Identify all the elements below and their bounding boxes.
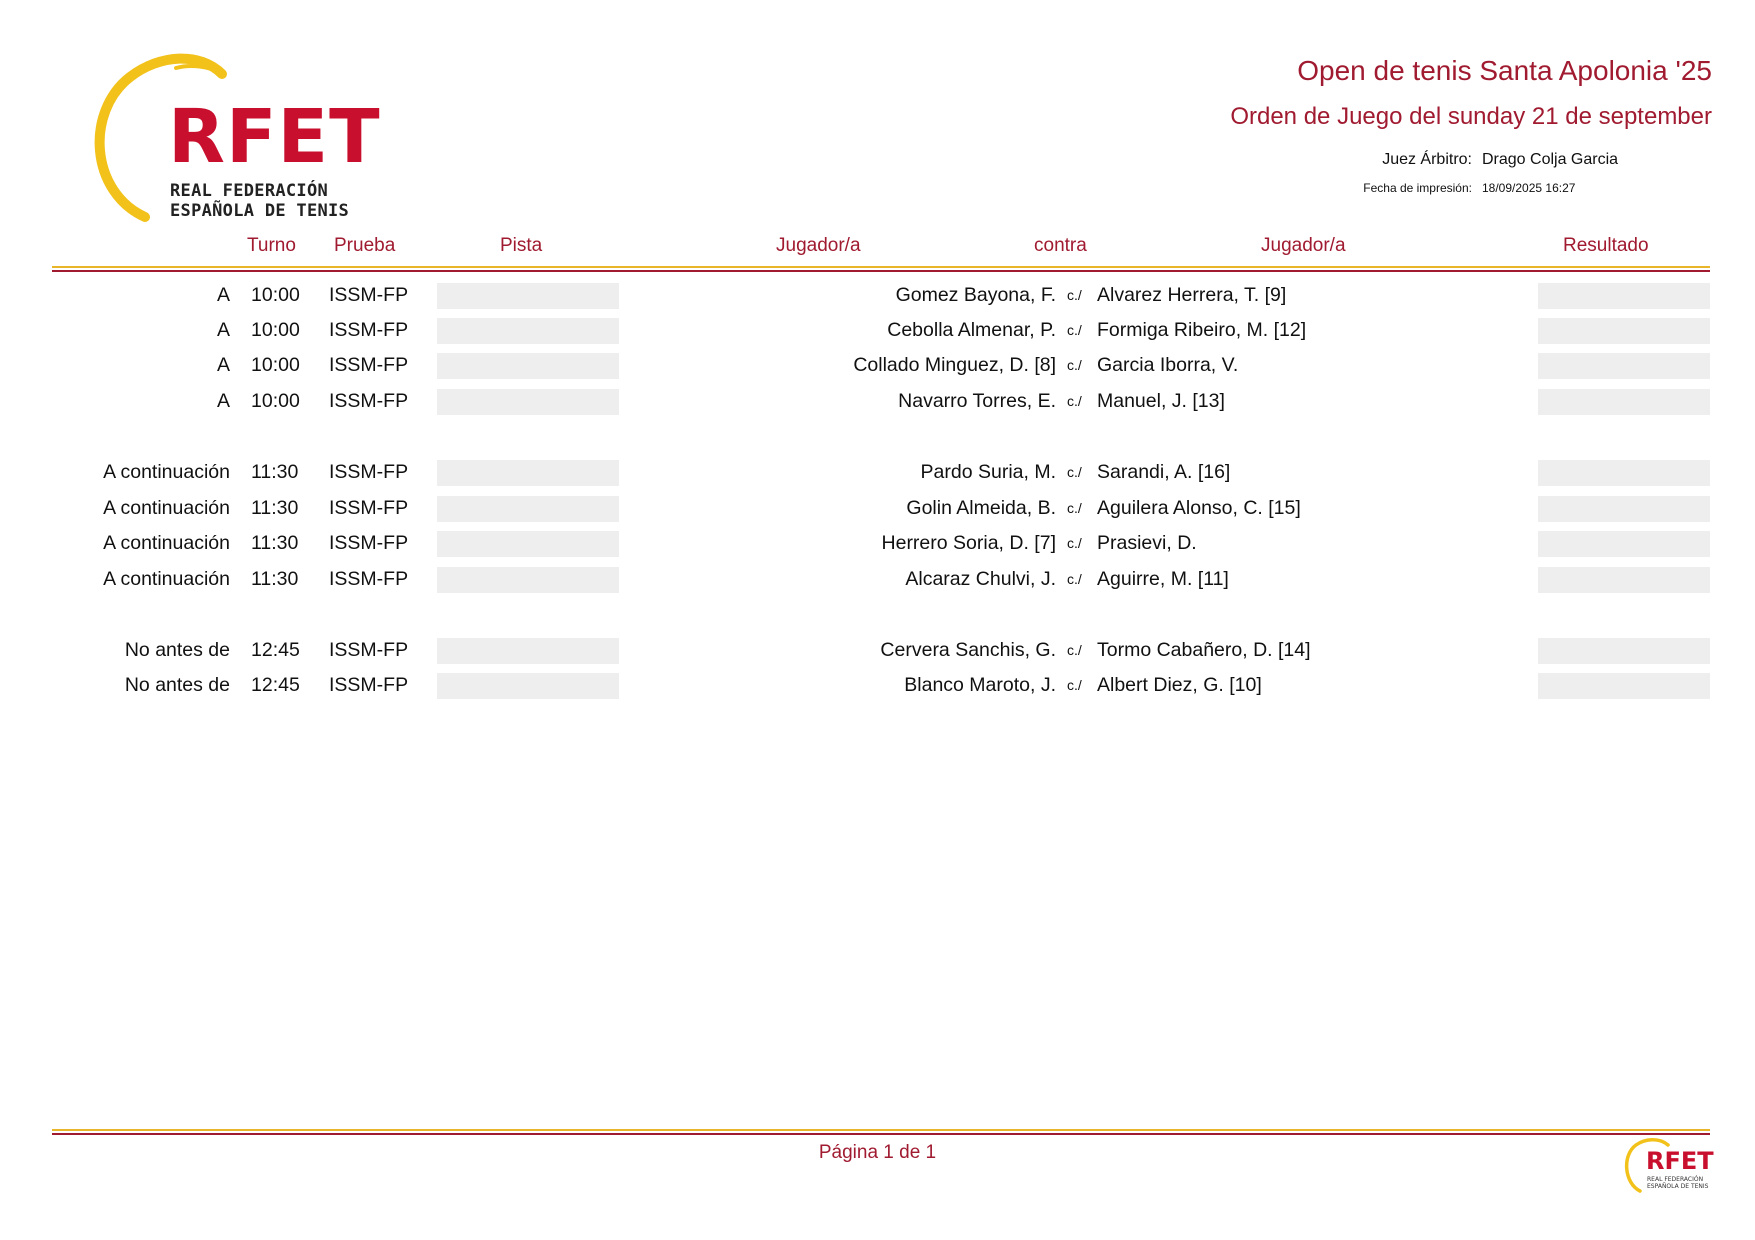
versus-cell: c./: [1067, 642, 1082, 658]
table-row: [0, 386, 1755, 416]
mini-logo-line1: REAL FEDERACIÓN: [1647, 1176, 1704, 1183]
table-row: [0, 315, 1755, 345]
player2-cell: Aguirre, M. [11]: [1097, 568, 1229, 590]
logo-subtitle-line2: ESPAÑOLA DE TENIS: [170, 201, 350, 221]
turno-cell: A continuación: [103, 497, 230, 519]
court-cell: [437, 567, 619, 593]
rfet-logo: [90, 52, 381, 227]
time-cell: 12:45: [251, 639, 300, 661]
versus-cell: c./: [1067, 357, 1082, 373]
turno-cell: A continuación: [103, 461, 230, 483]
turno-cell: A continuación: [103, 568, 230, 590]
table-row: [0, 493, 1755, 523]
player2-cell: Tormo Cabañero, D. [14]: [1097, 639, 1311, 661]
mini-logo-line2: ESPAÑOLA DE TENIS: [1647, 1183, 1709, 1190]
event-cell: ISSM-FP: [329, 674, 409, 696]
table-row: [0, 564, 1755, 594]
col-header-turno: Turno: [247, 235, 296, 256]
player1-cell: Pardo Suria, M.: [920, 461, 1056, 483]
time-cell: 12:45: [251, 674, 300, 696]
player1-cell: Navarro Torres, E.: [898, 390, 1056, 412]
result-cell: [1538, 638, 1710, 664]
player2-cell: Formiga Ribeiro, M. [12]: [1097, 319, 1307, 341]
player1-cell: Golin Almeida, B.: [906, 497, 1056, 519]
table-row: [0, 635, 1755, 665]
turno-cell: A: [216, 390, 230, 412]
versus-cell: c./: [1067, 393, 1082, 409]
player2-cell: Sarandi, A. [16]: [1097, 461, 1231, 483]
versus-cell: c./: [1067, 287, 1082, 303]
footer-rule-red: [52, 1133, 1710, 1135]
versus-cell: c./: [1067, 500, 1082, 516]
table-row: [0, 670, 1755, 700]
print-date-label: Fecha de impresión:: [1363, 181, 1472, 195]
versus-cell: c./: [1067, 322, 1082, 338]
player2-cell: Albert Diez, G. [10]: [1097, 674, 1262, 696]
event-cell: ISSM-FP: [329, 284, 409, 306]
result-cell: [1538, 353, 1710, 379]
time-cell: 10:00: [251, 390, 300, 412]
table-row: [0, 350, 1755, 380]
referee-name: Drago Colja Garcia: [1482, 151, 1619, 168]
turno-cell: A: [216, 354, 230, 376]
event-cell: ISSM-FP: [329, 568, 409, 590]
result-cell: [1538, 496, 1710, 522]
col-header-resultado: Resultado: [1563, 235, 1649, 256]
player1-cell: Cebolla Almenar, P.: [887, 319, 1056, 341]
result-cell: [1538, 567, 1710, 593]
rfet-mini-logo: [1622, 1135, 1714, 1195]
col-header-contra: contra: [1034, 235, 1087, 256]
event-cell: ISSM-FP: [329, 497, 409, 519]
logo-subtitle-line1: REAL FEDERACIÓN: [170, 181, 329, 201]
order-of-play-subtitle: Orden de Juego del sunday 21 de september: [1230, 103, 1712, 130]
header-rule-yellow: [52, 266, 1710, 268]
turno-cell: A: [216, 284, 230, 306]
court-cell: [437, 496, 619, 522]
event-cell: ISSM-FP: [329, 532, 409, 554]
event-cell: ISSM-FP: [329, 354, 409, 376]
event-cell: ISSM-FP: [329, 319, 409, 341]
player1-cell: Collado Minguez, D. [8]: [853, 354, 1056, 376]
time-cell: 10:00: [251, 319, 300, 341]
table-row: [0, 457, 1755, 487]
mini-logo-mark: RFET: [1646, 1147, 1714, 1175]
court-cell: [437, 531, 619, 557]
turno-cell: No antes de: [124, 639, 230, 661]
court-cell: [437, 673, 619, 699]
tournament-title: Open de tenis Santa Apolonia '25: [1297, 55, 1712, 86]
court-cell: [437, 389, 619, 415]
event-cell: ISSM-FP: [329, 390, 409, 412]
result-cell: [1538, 531, 1710, 557]
event-cell: ISSM-FP: [329, 639, 409, 661]
turno-cell: A continuación: [103, 532, 230, 554]
col-header-jugador2: Jugador/a: [1261, 235, 1346, 256]
player1-cell: Herrero Soria, D. [7]: [881, 532, 1056, 554]
player2-cell: Alvarez Herrera, T. [9]: [1097, 284, 1287, 306]
col-header-jugador1: Jugador/a: [776, 235, 861, 256]
referee-label: Juez Árbitro:: [1382, 151, 1472, 168]
time-cell: 11:30: [251, 568, 299, 590]
result-cell: [1538, 389, 1710, 415]
versus-cell: c./: [1067, 677, 1082, 693]
turno-cell: A: [216, 319, 230, 341]
print-date-value: 18/09/2025 16:27: [1482, 181, 1576, 195]
page-number: Página 1 de 1: [818, 1142, 937, 1163]
result-cell: [1538, 318, 1710, 344]
footer-rule-yellow: [52, 1129, 1710, 1131]
result-cell: [1538, 283, 1710, 309]
time-cell: 11:30: [251, 461, 299, 483]
table-row: [0, 528, 1755, 558]
player1-cell: Cervera Sanchis, G.: [880, 639, 1056, 661]
court-cell: [437, 638, 619, 664]
versus-cell: c./: [1067, 571, 1082, 587]
col-header-pista: Pista: [500, 235, 543, 256]
time-cell: 11:30: [251, 532, 299, 554]
time-cell: 10:00: [251, 284, 300, 306]
col-header-prueba: Prueba: [334, 235, 396, 256]
table-row: [0, 280, 1755, 310]
time-cell: 10:00: [251, 354, 300, 376]
result-cell: [1538, 460, 1710, 486]
result-cell: [1538, 673, 1710, 699]
court-cell: [437, 353, 619, 379]
player2-cell: Manuel, J. [13]: [1097, 390, 1225, 412]
versus-cell: c./: [1067, 464, 1082, 480]
court-cell: [437, 460, 619, 486]
court-cell: [437, 283, 619, 309]
versus-cell: c./: [1067, 535, 1082, 551]
turno-cell: No antes de: [124, 674, 230, 696]
time-cell: 11:30: [251, 497, 299, 519]
player1-cell: Blanco Maroto, J.: [904, 674, 1056, 696]
player2-cell: Garcia Iborra, V.: [1097, 354, 1239, 376]
player1-cell: Gomez Bayona, F.: [895, 284, 1056, 306]
logo-mark: RFET: [168, 94, 381, 180]
player2-cell: Prasievi, D.: [1097, 532, 1197, 554]
event-cell: ISSM-FP: [329, 461, 409, 483]
player1-cell: Alcaraz Chulvi, J.: [905, 568, 1056, 590]
header-rule-red: [52, 270, 1710, 272]
player2-cell: Aguilera Alonso, C. [15]: [1097, 497, 1301, 519]
court-cell: [437, 318, 619, 344]
